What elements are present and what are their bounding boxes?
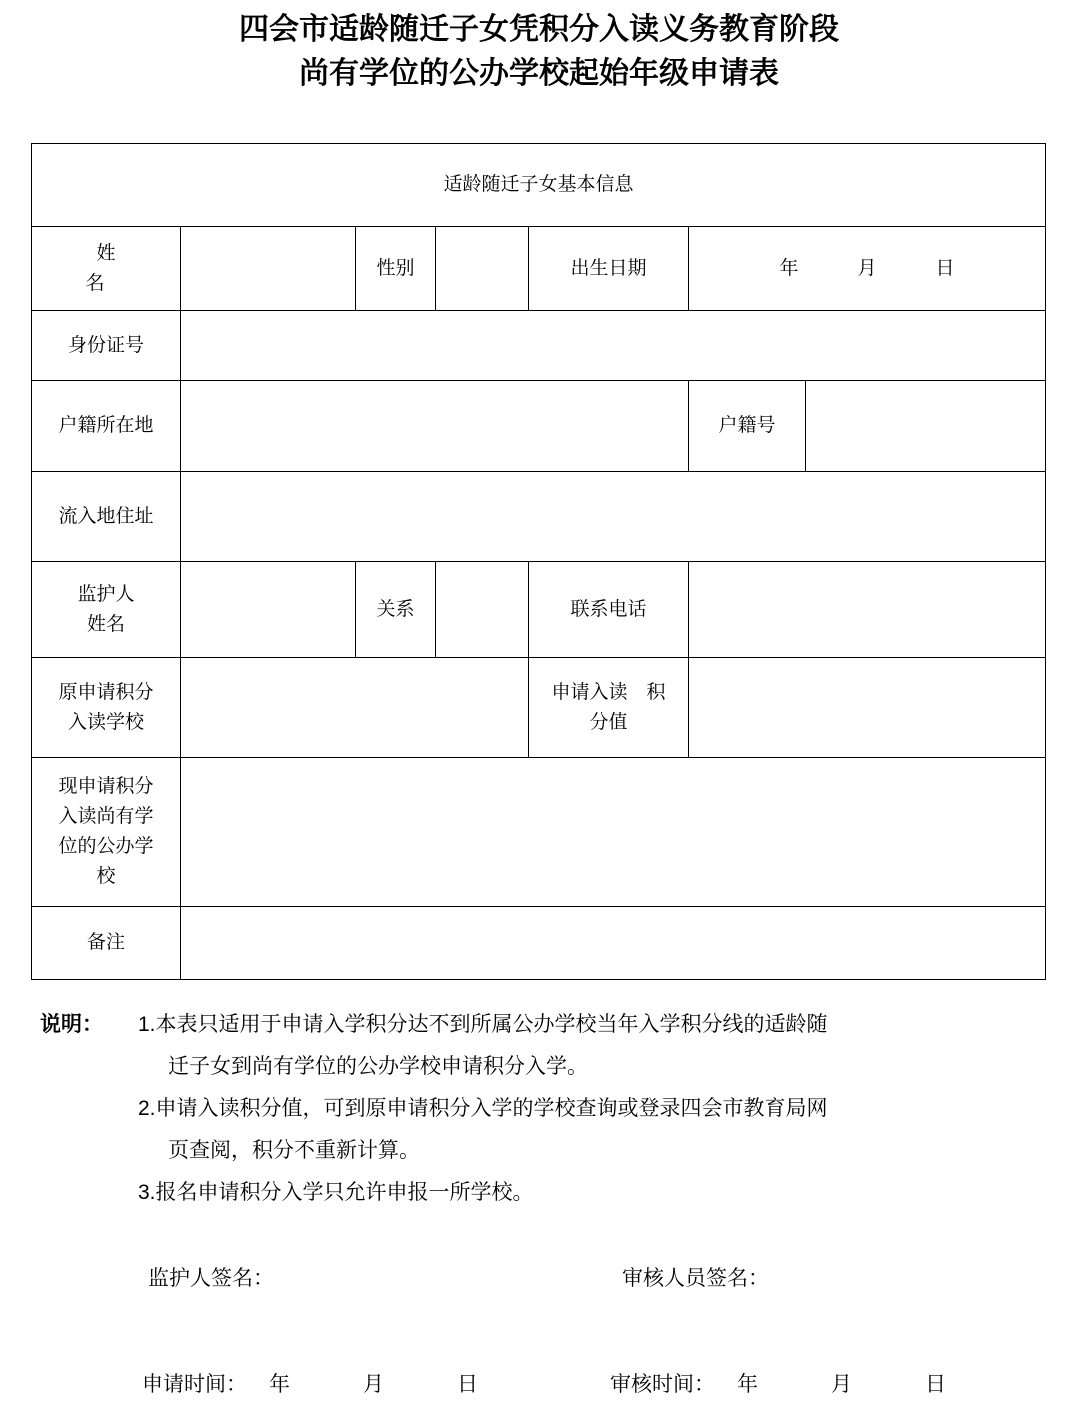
label-birth-date: 出生日期: [529, 227, 689, 311]
note-1-number: 1.: [138, 1013, 156, 1036]
label-remark: 备注: [32, 907, 181, 980]
table-row-id-number: [32, 311, 1046, 381]
label-current-school-line-2: 入读尚有学: [58, 806, 154, 827]
notes-section: [0, 1004, 1078, 1214]
label-original-school-line-1: 原申请积分: [58, 681, 154, 703]
value-original-school[interactable]: [181, 658, 529, 758]
value-name[interactable]: [181, 227, 356, 311]
page-title-line-1: 四会市适龄随迁子女凭积分入读义务教育阶段: [239, 13, 839, 46]
table-row-current-school: [32, 758, 1046, 907]
label-current-school-line-4: 校: [96, 866, 116, 887]
label-current-school-line-1: 现申请积分: [58, 776, 154, 797]
notes-label: 说明：: [40, 1013, 103, 1036]
label-household-number: 户籍号: [689, 381, 806, 472]
review-date-slots: 年 月 日: [737, 1373, 972, 1396]
table-row-guardian: [32, 562, 1046, 658]
value-current-address[interactable]: [181, 472, 1046, 562]
label-current-school-line-3: 位的公办学: [58, 836, 154, 857]
note-1-line-1: 本表只适用于申请入学积分达不到所属公办学校当年入学积分线的适龄随: [155, 1013, 828, 1036]
applicant-info-table: [31, 143, 1046, 980]
label-relation: 关系: [356, 562, 436, 658]
label-score-value: [529, 658, 689, 758]
note-2-line-1: 申请入读积分值，可到原申请积分入学的学校查询或登录四会市教育局网: [155, 1097, 828, 1120]
apply-date-field[interactable]: [142, 1368, 504, 1402]
apply-date-slots: 年 月 日: [269, 1373, 504, 1396]
label-original-school-line-2: 入读学校: [67, 711, 144, 733]
value-score-value[interactable]: [689, 658, 1046, 758]
label-guardian-name: [32, 562, 181, 658]
value-household-number[interactable]: [806, 381, 1046, 472]
table-row-section-header: [32, 144, 1046, 227]
table-row-current-address: [32, 472, 1046, 562]
note-3-number: 3.: [138, 1181, 156, 1204]
reviewer-signature-label[interactable]: 审核人员签名：: [622, 1267, 769, 1290]
note-item-3: [0, 1172, 1078, 1214]
value-phone[interactable]: [689, 562, 1046, 658]
label-score-value-line-2: 分值: [589, 711, 628, 733]
review-date-field[interactable]: [610, 1368, 972, 1402]
label-guardian-name-line-1: 监护人: [77, 583, 135, 605]
value-gender[interactable]: [436, 227, 529, 311]
label-guardian-name-line-2: 姓名: [86, 613, 125, 635]
label-original-school: [32, 658, 181, 758]
label-household-location: 户籍所在地: [32, 381, 181, 472]
guardian-signature-label[interactable]: 监护人签名：: [148, 1267, 274, 1290]
value-remark[interactable]: [181, 907, 1046, 980]
note-2-number: 2.: [138, 1097, 156, 1120]
note-1-line-2: 迁子女到尚有学位的公办学校申请积分入学。: [168, 1055, 588, 1078]
table-row-remark: [32, 907, 1046, 980]
label-current-address: 流入地住址: [32, 472, 181, 562]
note-item-1: [0, 1004, 1078, 1046]
label-id-number: 身份证号: [32, 311, 181, 381]
label-score-value-line-1: 申请入读 积: [551, 681, 666, 703]
note-2-line-2: 页查阅，积分不重新计算。: [168, 1139, 420, 1162]
page-title: [0, 8, 1078, 96]
note-item-2: [0, 1088, 1078, 1130]
table-row-name: [32, 227, 1046, 311]
page-title-line-2: 尚有学位的公办学校起始年级申请表: [299, 57, 779, 90]
label-phone: 联系电话: [529, 562, 689, 658]
value-birth-date[interactable]: 年 月 日: [689, 227, 1046, 311]
table-row-household: [32, 381, 1046, 472]
value-guardian-name[interactable]: [181, 562, 356, 658]
review-date-label: 审核时间：: [610, 1373, 715, 1396]
table-row-original-school: [32, 658, 1046, 758]
label-name: 姓 名: [32, 227, 181, 311]
value-relation[interactable]: [436, 562, 529, 658]
label-gender: 性别: [356, 227, 436, 311]
apply-date-label: 申请时间：: [142, 1373, 247, 1396]
label-current-school: [32, 758, 181, 907]
value-household-location[interactable]: [181, 381, 689, 472]
section-header-cell: 适龄随迁子女基本信息: [32, 144, 1046, 227]
value-current-school[interactable]: [181, 758, 1046, 907]
value-id-number[interactable]: [181, 311, 1046, 381]
note-3-line-1: 报名申请积分入学只允许申报一所学校。: [155, 1181, 534, 1204]
